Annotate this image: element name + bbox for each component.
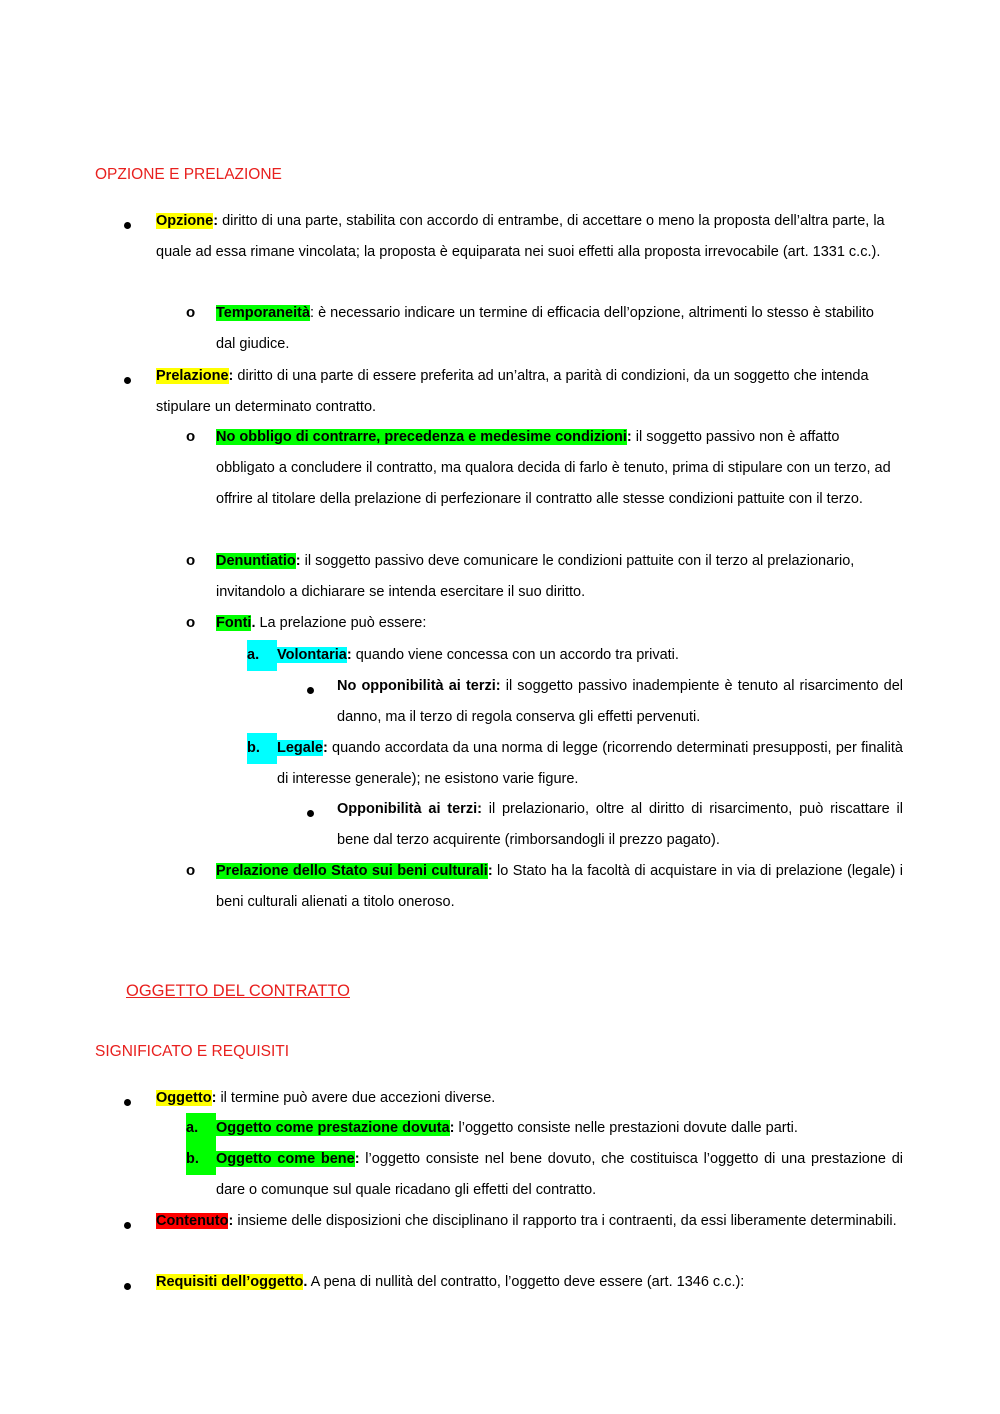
sub-bullet: o [186, 304, 196, 321]
sub-bullet: o [186, 862, 196, 879]
term-oggetto-bene: Oggetto come bene [216, 1151, 355, 1167]
item-opponibilita: Opponibilità ai terzi: il prelazionario, oltre al diritto di risarcimento, può riscattare il bene dal terzo acquirente (rimborsandogli il prezzo pagato). [337, 801, 903, 848]
item-no-opponibilita: No opponibilità ai terzi: il soggetto passivo inadempiente è tenuto al risarcimento del danno, ma il terzo di regola conserva gli effetti pervenuti. [337, 678, 903, 725]
sub-bullet: o [186, 614, 196, 631]
letter-a: a. [186, 1113, 216, 1144]
term-prelazione-stato: Prelazione dello Stato sui beni culturali [216, 863, 488, 879]
item-temporaneita: Temporaneità: è necessario indicare un termine di efficacia dell’opzione, altrimenti lo stesso è stabilito dal giudice. [216, 305, 874, 352]
item-oggetto: Oggetto: il termine può avere due accezioni diverse. [156, 1090, 496, 1106]
sub-bullet: o [186, 552, 196, 569]
sub-bullet: o [186, 428, 196, 445]
bullet-dot [307, 682, 314, 698]
term-volontaria: Volontaria [277, 647, 347, 663]
term-opzione: Opzione [156, 213, 214, 229]
bullet-dot [124, 217, 131, 233]
term-oggetto: Oggetto [156, 1090, 212, 1106]
section-heading-significato-requisiti: SIGNIFICATO E REQUISITI [95, 1043, 290, 1060]
bullet-dot [307, 805, 314, 821]
bullet-dot [124, 372, 131, 388]
item-prelazione-stato: Prelazione dello Stato sui beni culturali: lo Stato ha la facoltà di acquistare in via di prelazione (legale) i beni culturali alienati a titolo oneroso. [216, 863, 903, 910]
item-contenuto: Contenuto: insieme delle disposizioni che disciplinano il rapporto tra i contraenti, da essi liberamente determinabili. [156, 1213, 897, 1229]
item-oggetto-bene: b. Oggetto come bene: l’oggetto consiste nel bene dovuto, che costituisca l’oggetto di una prestazione di dare o comunque sul quale ricadano gli effetti del contratto. [186, 1144, 903, 1206]
term-fonti: Fonti [216, 615, 252, 631]
section-heading-opzione-prelazione: OPZIONE E PRELAZIONE [95, 166, 282, 183]
letter-b: b. [186, 1144, 216, 1175]
item-no-obbligo: No obbligo di contrarre, precedenza e medesime condizioni: il soggetto passivo non è affatto obbligato a concludere il contratto, ma qualora decida di farlo è tenuto, prima di stipulare con un terzo, ad offrire al titolare della prelazione di perfezionare il contratto alle stesse condizioni pattuite con il terzo. [216, 429, 891, 507]
chapter-title-oggetto-contratto: OGGETTO DEL CONTRATTO [126, 982, 350, 1000]
item-requisiti: Requisiti dell’oggetto. A pena di nullità del contratto, l’oggetto deve essere (art. 1346 c.c.): [156, 1274, 745, 1290]
term-legale: Legale [277, 740, 323, 756]
item-oggetto-prestazione: a. Oggetto come prestazione dovuta: l’oggetto consiste nelle prestazioni dovute dalle parti. [186, 1113, 902, 1144]
item-fonti: Fonti. La prelazione può essere: [216, 615, 427, 631]
letter-b: b. [247, 733, 277, 764]
term-opponibilita: Opponibilità ai terzi: [337, 801, 482, 817]
item-volontaria: a. Volontaria: quando viene concessa con un accordo tra privati. [247, 640, 897, 671]
item-denuntiatio: Denuntiatio: il soggetto passivo deve comunicare le condizioni pattuite con il terzo al prelazionario, invitandolo a dichiarare se intenda esercitare il suo diritto. [216, 553, 855, 600]
item-legale: b. Legale: quando accordata da una norma di legge (ricorrendo determinati presupposti, per finalità di interesse generale); ne esistono varie figure. [247, 733, 903, 795]
term-requisiti: Requisiti dell’oggetto [156, 1274, 304, 1290]
bullet-dot [124, 1094, 131, 1110]
item-opzione: Opzione: diritto di una parte, stabilita con accordo di entrambe, di accettare o meno la proposta dell’altra parte, la quale ad essa rimane vincolata; la proposta è equiparata nei suoi effetti alla proposta irrevocabile (art. 1331 c.c.). [156, 213, 885, 260]
term-no-obbligo: No obbligo di contrarre, precedenza e medesime condizioni [216, 429, 627, 445]
term-no-opponibilita: No opponibilità ai terzi: [337, 678, 501, 694]
term-denuntiatio: Denuntiatio [216, 553, 296, 569]
item-prelazione: Prelazione: diritto di una parte di essere preferita ad un’altra, a parità di condizioni, da un soggetto che intenda stipulare un determinato contratto. [156, 368, 869, 415]
letter-a: a. [247, 640, 277, 671]
bullet-dot [124, 1217, 131, 1233]
term-prelazione: Prelazione [156, 368, 229, 384]
term-temporaneita: Temporaneità [216, 305, 311, 321]
term-oggetto-prestazione: Oggetto come prestazione dovuta [216, 1120, 450, 1136]
term-contenuto: Contenuto [156, 1213, 229, 1229]
bullet-dot [124, 1278, 131, 1294]
